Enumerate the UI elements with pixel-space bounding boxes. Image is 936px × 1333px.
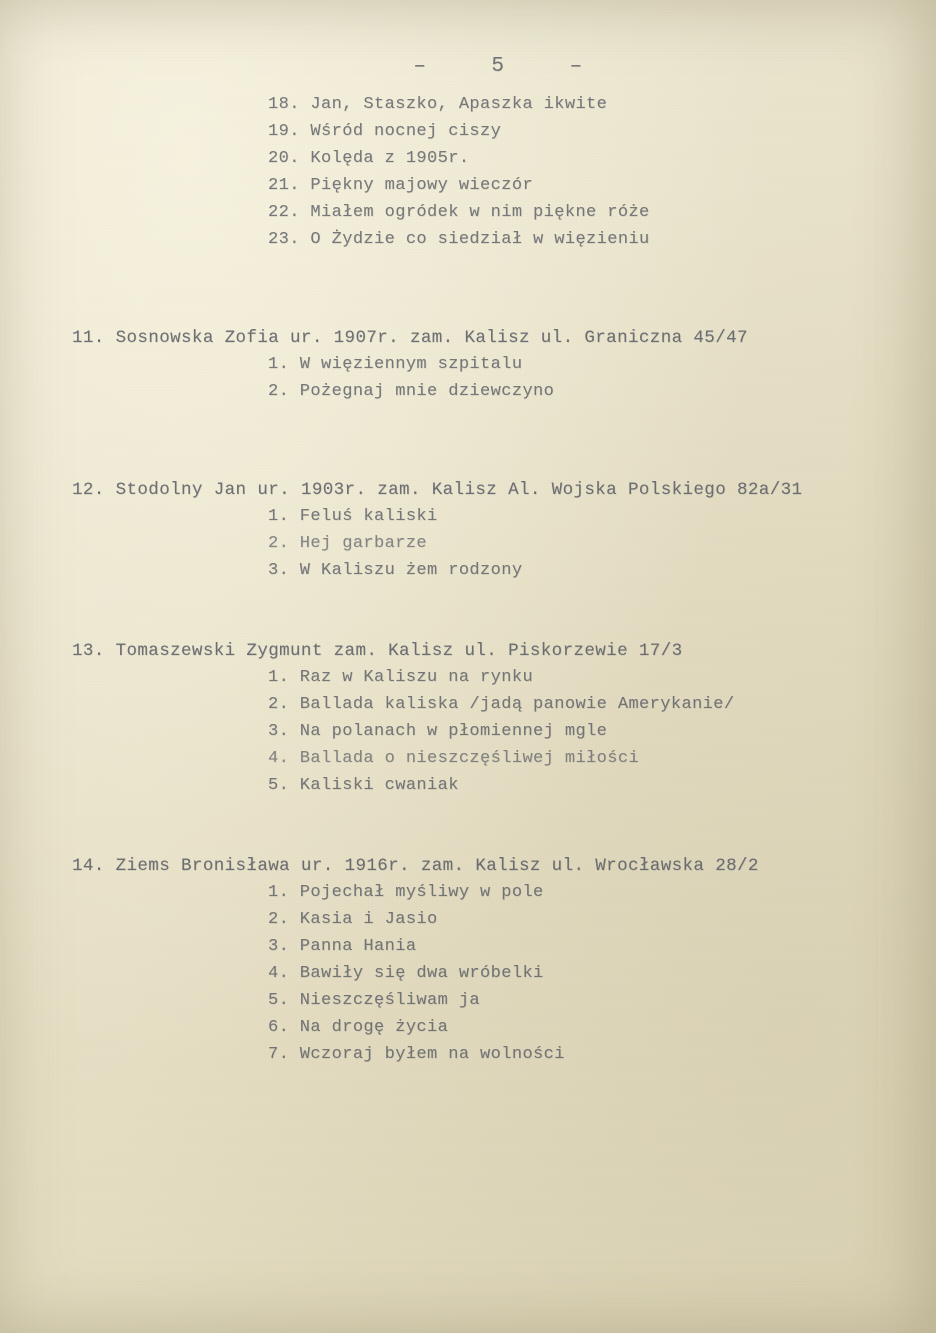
page-number-dash-right: –: [569, 55, 586, 78]
list-item: 7. Wczoraj byłem na wolności: [268, 1045, 565, 1064]
list-item: 6. Na drogę życia: [268, 1018, 449, 1037]
list-item: 5. Kaliski cwaniak: [268, 776, 459, 795]
list-item: 1. Pojechał myśliwy w pole: [268, 883, 544, 902]
list-item: 4. Ballada o nieszczęśliwej miłości: [268, 749, 640, 768]
entry-14: [0, 856, 936, 1063]
list-item: 5. Nieszczęśliwam ja: [268, 991, 481, 1010]
continued-song-list: [0, 96, 936, 248]
list-item: 18. Jan, Staszko, Apaszka ikwite: [268, 95, 608, 114]
list-item: 2. Ballada kaliska /jadą panowie Amerykanie/: [268, 695, 735, 714]
entry-header: 13. Tomaszewski Zygmunt zam. Kalisz ul. Piskorzewie 17/3: [72, 641, 683, 661]
list-item: 3. Panna Hania: [268, 937, 417, 956]
entry-header: 14. Ziems Bronisława ur. 1916r. zam. Kalisz ul. Wrocławska 28/2: [72, 856, 759, 876]
list-item: 2. Kasia i Jasio: [268, 910, 438, 929]
list-item: 23. O Żydzie co siedział w więzieniu: [268, 230, 650, 249]
entry-header: 12. Stodolny Jan ur. 1903r. zam. Kalisz Al. Wojska Polskiego 82a/31: [72, 480, 803, 500]
list-item: 3. W Kaliszu żem rodzony: [268, 561, 523, 580]
page-number-row: [0, 32, 936, 101]
list-item: 21. Piękny majowy wieczór: [268, 176, 534, 195]
page-number: 5: [491, 55, 508, 78]
list-item: 1. W więziennym szpitalu: [268, 355, 523, 374]
list-item: 2. Hej garbarze: [268, 534, 428, 553]
list-item: 2. Pożegnaj mnie dziewczyno: [268, 382, 555, 401]
list-item: 3. Na polanach w płomiennej mgle: [268, 722, 608, 741]
list-item: 1. Raz w Kaliszu na rynku: [268, 668, 534, 687]
entry-12: [0, 480, 936, 579]
list-item: 19. Wśród nocnej ciszy: [268, 122, 502, 141]
entry-13: [0, 641, 936, 794]
page-number-dash-left: –: [413, 55, 429, 78]
list-item: 20. Kolęda z 1905r.: [268, 149, 470, 168]
list-item: 1. Feluś kaliski: [268, 507, 438, 526]
list-item: 4. Bawiły się dwa wróbelki: [268, 964, 544, 983]
list-item: 22. Miałem ogródek w nim piękne róże: [268, 203, 650, 222]
entry-11: [0, 328, 936, 400]
entry-header: 11. Sosnowska Zofia ur. 1907r. zam. Kalisz ul. Graniczna 45/47: [72, 328, 748, 348]
document-body: [0, 96, 936, 1073]
